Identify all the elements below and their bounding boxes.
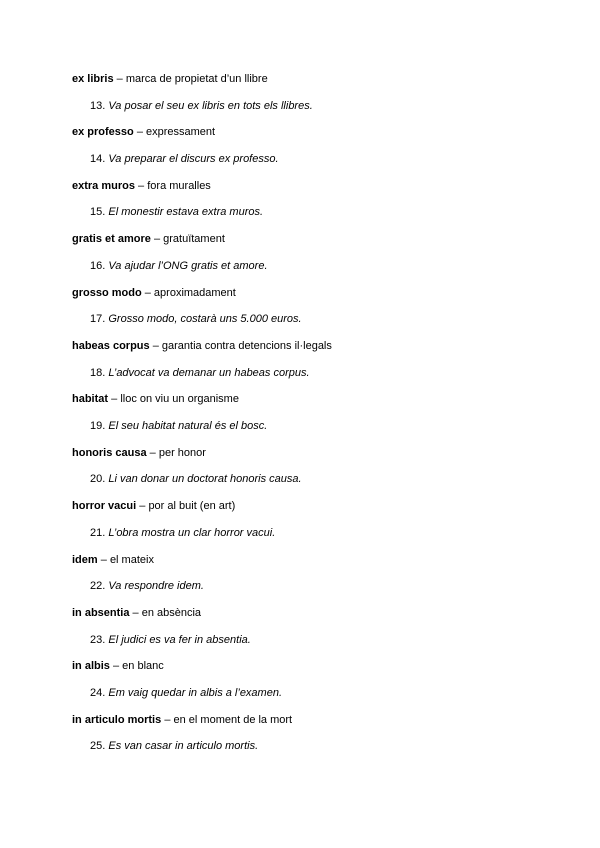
example-line [90,99,313,113]
example-number: 23. [90,633,106,646]
glossary-entry [0,339,600,392]
example-line [90,739,258,753]
definition: per honor [158,446,206,459]
term: grosso modo [72,286,142,299]
example-number: 17. [90,313,106,326]
term: in absentia [72,607,130,619]
glossary-entry [0,179,600,232]
term-line [72,179,211,193]
term-line [72,232,225,246]
example-number: 21. [90,526,106,539]
term-line [72,72,268,86]
definition: aproximadament [153,286,236,299]
example-sentence: Grosso modo, costarà uns 5.000 euros. [108,313,302,326]
example-sentence: Li van donar un doctorat honoris causa. [108,473,302,486]
definition: el mateix [109,553,154,566]
separator: – [100,553,107,566]
example-number: 22. [90,580,106,593]
term: extra muros [72,179,135,192]
example-sentence: Va ajudar l’ONG gratis et amore. [108,259,268,272]
example-line [90,526,275,540]
term: habeas corpus [72,340,150,352]
example-number: 14. [90,152,106,165]
term-line [72,499,235,513]
example-sentence: El judici es va fer in absentia. [108,633,251,646]
example-sentence: Em vaig quedar in albis a l’examen. [108,686,283,699]
definition: lloc on viu un organisme [120,393,239,406]
term-line [72,286,236,300]
glossary-entry [0,392,600,445]
glossary-entry [0,72,600,125]
example-number: 18. [90,366,106,379]
definition: fora muralles [147,179,211,192]
separator: – [132,607,139,619]
definition: garantia contra detencions il·legals [161,340,332,352]
glossary-entry [0,232,600,285]
example-sentence: L’obra mostra un clar horror vacui. [108,526,276,539]
definition: expressament [146,126,216,139]
example-sentence: El monestir estava extra muros. [108,206,264,219]
example-sentence: Va preparar el discurs ex professo. [108,152,279,165]
term: ex professo [72,126,134,139]
glossary-entry [0,286,600,339]
separator: – [138,179,145,192]
example-number: 15. [90,206,106,219]
example-sentence: L’advocat va demanar un habeas corpus. [108,366,310,379]
separator: – [139,500,146,513]
definition: en el moment de la mort [173,713,293,726]
term: idem [72,553,98,566]
term-line [72,713,292,727]
example-number: 16. [90,259,106,272]
separator: – [153,233,161,246]
glossary-entry [0,713,600,766]
example-number: 13. [90,99,106,112]
glossary-entry [0,553,600,606]
term-line [72,553,154,567]
example-number: 19. [90,419,106,432]
example-line [90,259,268,273]
separator: – [164,713,171,726]
example-number: 24. [90,686,106,699]
separator: – [136,126,143,139]
definition: marca de propietat d’un llibre [125,73,268,85]
glossary-entry [0,125,600,178]
separator: – [111,393,118,406]
glossary-entry [0,499,600,552]
definition: por al buit (en art) [148,500,236,513]
example-number: 20. [90,473,106,486]
term-line [72,606,201,620]
definition: en absència [141,607,202,619]
definition: en blanc [122,660,164,673]
example-sentence: El seu habitat natural és el bosc. [108,419,268,432]
term-line [72,446,206,460]
example-number: 25. [90,740,106,753]
example-line [90,152,279,166]
example-line [90,686,282,700]
term: honoris causa [72,446,147,459]
glossary-entry [0,606,600,659]
separator: – [116,73,123,85]
separator: – [152,340,159,352]
example-sentence: Va posar el seu ex libris en tots els llibres. [108,99,313,112]
term-line [72,659,164,673]
example-line [90,366,310,380]
example-line [90,205,263,219]
example-sentence: Va respondre idem. [108,580,204,593]
term: ex libris [72,73,114,85]
term-line [72,125,215,139]
separator: – [112,660,120,673]
term: gratis et amore [72,233,151,246]
glossary-entry [0,446,600,499]
glossary-entry [0,659,600,712]
term: in albis [72,660,110,673]
example-line [90,312,302,326]
example-line [90,579,204,593]
separator: – [144,286,151,299]
definition: gratuïtament [163,233,225,246]
example-line [90,472,302,486]
example-line [90,419,267,433]
term-line [72,392,239,406]
term: habitat [72,393,109,406]
term-line [72,339,332,353]
example-line [90,633,251,647]
separator: – [149,446,156,459]
example-sentence: Es van casar in articulo mortis. [108,740,259,753]
term: in articulo mortis [72,713,162,726]
term: horror vacui [72,500,137,513]
